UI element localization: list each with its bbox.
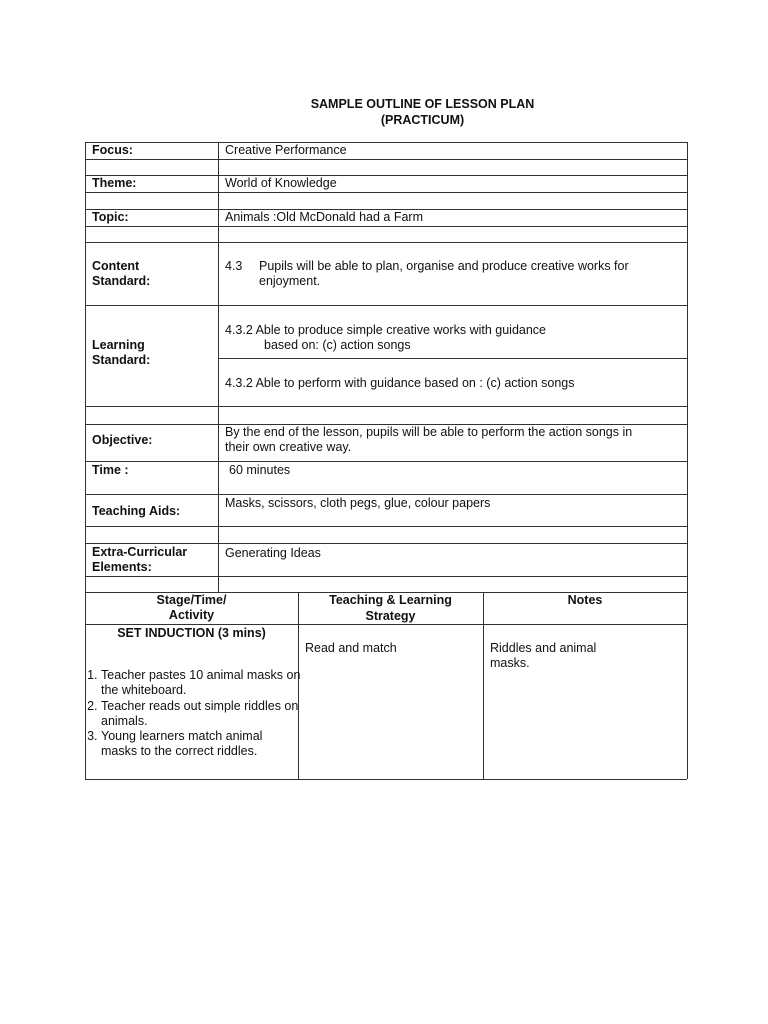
table-rule [85,461,687,462]
content-standard-label: Standard: [92,274,151,288]
table-rule [85,192,687,193]
objective-label: Objective: [92,433,153,447]
time-value: 60 minutes [229,463,291,477]
table-rule [85,624,687,625]
table-rule [85,543,687,544]
table-rule [85,494,687,495]
topic-value: Animals :Old McDonald had a Farm [225,210,423,224]
focus-label: Focus: [92,143,133,157]
list-item: 2. Teacher reads out simple riddles on animals. [101,699,301,730]
objective-text: By the end of the lesson, pupils will be able to perform the action songs in [225,425,633,439]
list-item: 1. Teacher pastes 10 animal masks on the whiteboard. [101,668,301,699]
theme-value: World of Knowledge [225,176,337,190]
table-rule [687,142,688,592]
extra-curricular-label: Elements: [92,560,152,574]
column-header-strategy: Teaching & Learning [329,593,452,607]
table-rule [85,305,687,306]
theme-label: Theme: [92,176,137,190]
content-standard-text: enjoyment. [259,274,321,288]
learning-standard-item: 4.3.2 Able to perform with guidance based on : (c) action songs [225,376,575,390]
document-subtitle: (PRACTICUM) [380,113,465,127]
notes-cell: masks. [490,656,530,670]
content-standard-number: 4.3 [225,259,243,273]
set-induction-steps [85,668,301,760]
column-header-stage: Stage/Time/ [156,593,227,607]
topic-label: Topic: [92,210,129,224]
learning-standard-item: based on: (c) action songs [264,338,411,352]
learning-standard-label: Learning [92,338,145,352]
table-rule [483,592,484,779]
table-rule [85,526,687,527]
table-rule [85,406,687,407]
extra-curricular-value: Generating Ideas [225,546,321,560]
table-rule [687,592,688,779]
table-rule [218,358,687,359]
content-standard-text: Pupils will be able to plan, organise and produce creative works for [259,259,629,273]
table-rule [85,142,86,592]
table-rule [85,242,687,243]
list-item: 3. Young learners match animal masks to the correct riddles. [101,729,301,760]
learning-standard-item: 4.3.2 Able to produce simple creative works with guidance [225,323,547,337]
set-induction-heading: SET INDUCTION (3 mins) [117,626,266,640]
table-rule [85,159,687,160]
table-rule [85,142,687,143]
column-header-stage: Activity [168,608,215,622]
document-title: SAMPLE OUTLINE OF LESSON PLAN [310,97,535,111]
notes-cell: Riddles and animal [490,641,597,655]
table-rule [85,576,687,577]
strategy-cell: Read and match [305,641,397,655]
column-header-notes: Notes [567,593,603,607]
teaching-aids-value: Masks, scissors, cloth pegs, glue, colour papers [225,496,491,510]
objective-text: their own creative way. [225,440,352,454]
column-header-strategy: Strategy [365,609,416,623]
focus-value: Creative Performance [225,143,347,157]
time-label: Time : [92,463,129,477]
teaching-aids-label: Teaching Aids: [92,504,181,518]
learning-standard-label: Standard: [92,353,151,367]
table-rule [85,226,687,227]
table-rule [85,779,687,780]
content-standard-label: Content [92,259,140,273]
extra-curricular-label: Extra-Curricular [92,545,188,559]
table-rule [218,142,219,592]
table-rule [85,175,687,176]
